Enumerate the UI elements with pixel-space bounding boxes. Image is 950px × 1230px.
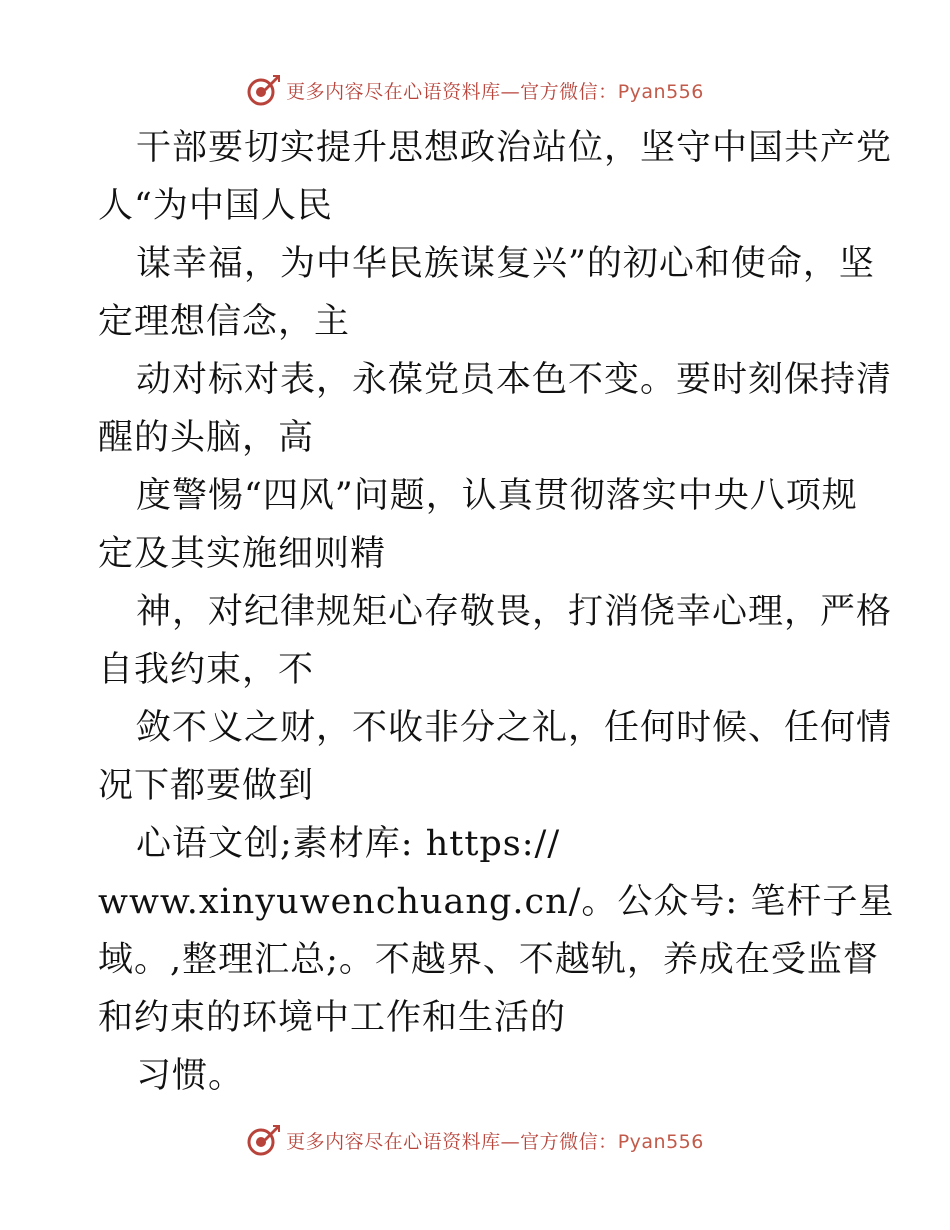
footer-brand-text [286,1127,704,1154]
text-line: 域。,整理汇总;。不越界、不越轨，养成在受监督 [98,940,879,980]
text-line: 神，对纪律规矩心存敬畏，打消侥幸心理，严格 [136,592,893,632]
brand-logo-icon [246,1123,280,1157]
footer-banner [0,1120,950,1160]
text-line: 定及其实施细则精 [98,534,387,574]
wechat-label: 官方微信： [520,1130,618,1153]
text-line: 敛不义之财，不收非分之礼，任何时候、任何情 [136,708,893,748]
wechat-id: Pyan556 [617,80,704,103]
text-line: 定理想信念，主 [98,302,351,342]
text-line: www.xinyuwenchuang.cn/。公众号: 笔杆子星 [98,882,895,922]
text-line: 醒的头脑，高 [98,418,315,458]
text-line: 自我约束，不 [98,650,315,690]
text-line: 况下都要做到 [98,766,315,806]
text-line: 动对标对表，永葆党员本色不变。要时刻保持清 [136,360,893,400]
brand-text: 更多内容尽在心语资料库 [286,1130,501,1153]
text-line: 心语文创;素材库: https:// [136,824,561,864]
header-brand-text [286,77,704,104]
text-line: 干部要切实提升思想政治站位，坚守中国共产党 [136,128,893,168]
text-line: 习惯。 [136,1056,245,1096]
brand-text: 更多内容尽在心语资料库 [286,80,501,103]
brand-logo-icon [246,73,280,107]
text-line: 度警惕“四风”问题，认真贯彻落实中央八项规 [136,476,858,516]
wechat-id: Pyan556 [617,1130,704,1153]
text-line: 和约束的环境中工作和生活的 [98,998,567,1038]
brand-separator: — [500,1130,521,1153]
wechat-label: 官方微信： [520,80,618,103]
text-line: 人“为中国人民 [98,186,333,226]
header-banner [0,70,950,110]
brand-separator: — [500,80,521,103]
text-line: 谋幸福，为中华民族谋复兴”的初心和使命，坚 [136,244,875,284]
